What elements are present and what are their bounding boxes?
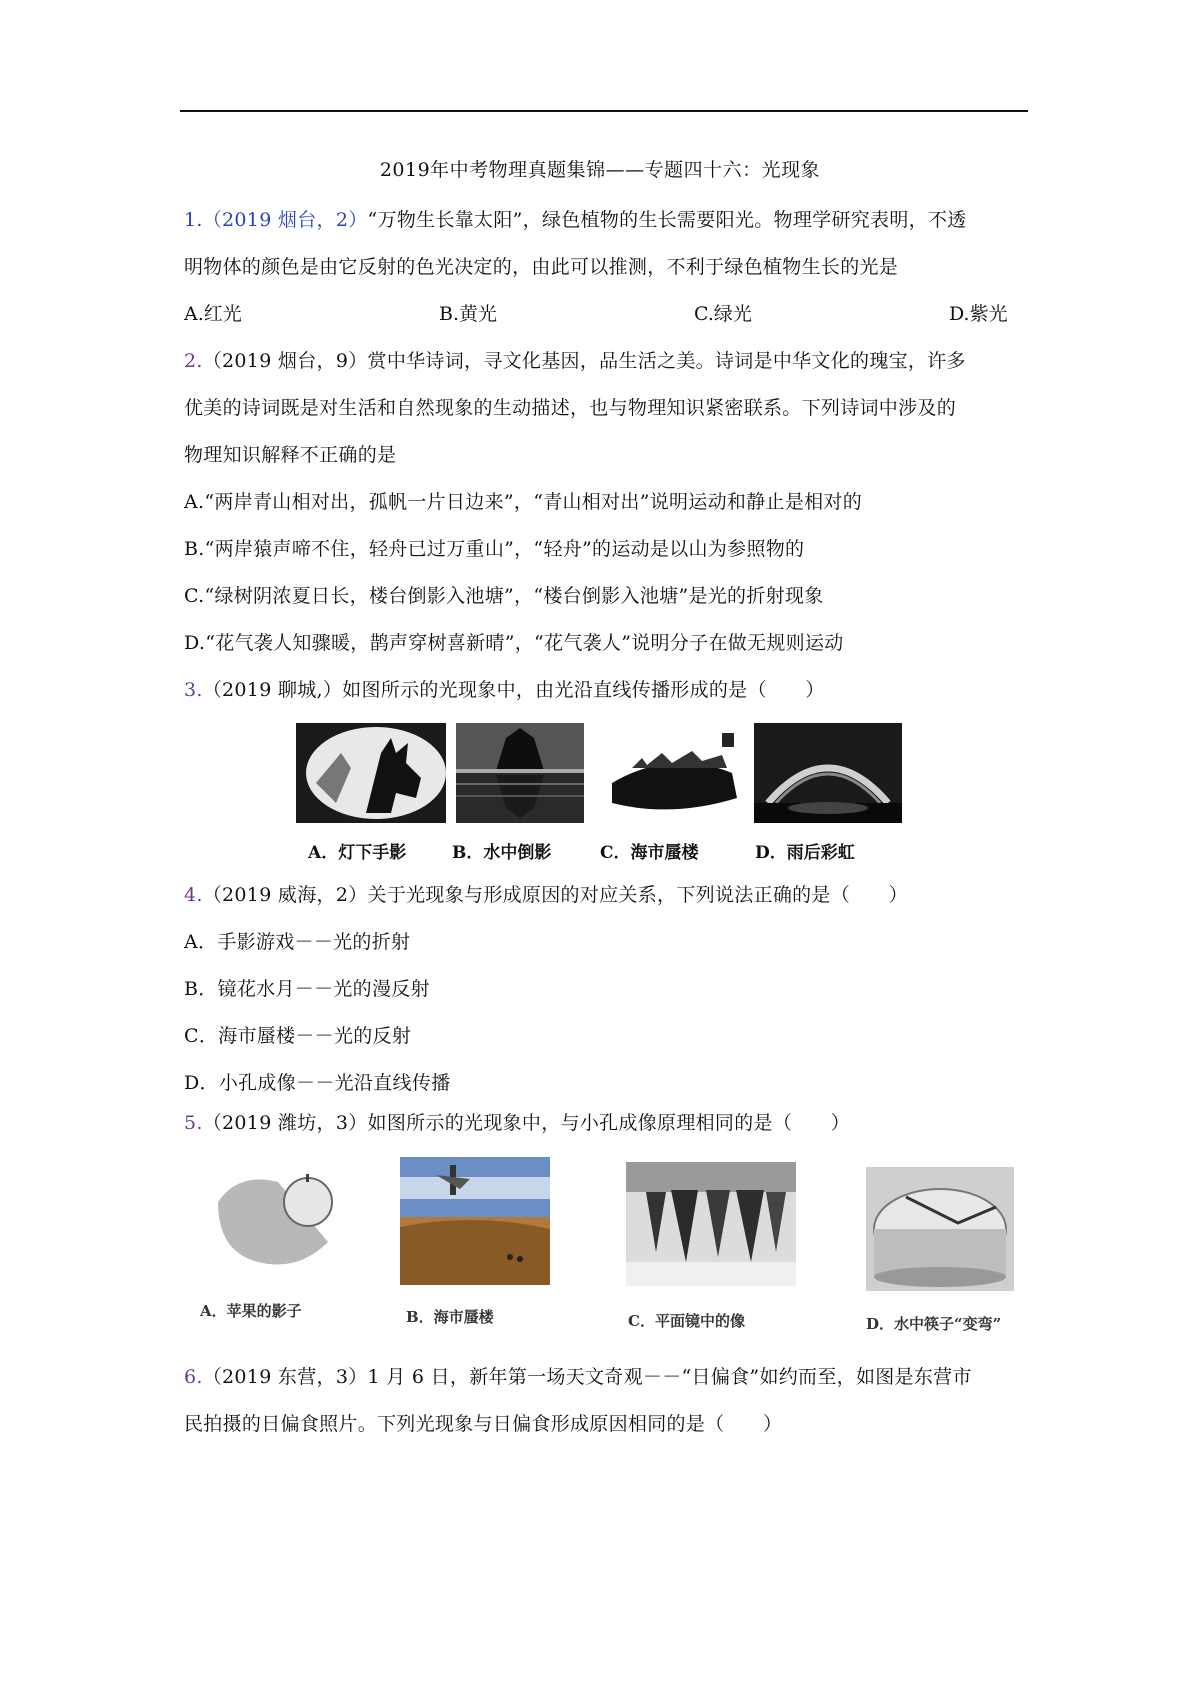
q2-option-c: C.“绿树阴浓夏日长，楼台倒影入池塘”，“楼台倒影入池塘”是光的折射现象 (184, 585, 824, 607)
q5-caption-d: D．水中筷子“变弯” (866, 1315, 1002, 1333)
q5-figure-mirage (400, 1157, 550, 1285)
q3-caption-a: A．灯下手影 (308, 843, 407, 863)
q3-caption-b: B．水中倒影 (452, 843, 552, 863)
q1-option-a: A.红光 (184, 303, 242, 325)
q1-option-c: C.绿光 (694, 303, 752, 325)
q3-figure-rainbow (754, 723, 902, 823)
q2-option-b: B.“两岸猿声啼不住，轻舟已过万重山”，“轻舟”的运动是以山为参照物的 (184, 538, 805, 560)
q3-line1: 3.（2019 聊城,）如图所示的光现象中，由光沿直线传播形成的是（ ） (184, 679, 825, 701)
q5-caption-c: C．平面镜中的像 (628, 1312, 745, 1330)
q6-line2: 民拍摄的日偏食照片。下列光现象与日偏食形成原因相同的是（ ） (184, 1413, 783, 1435)
q4-number: 4. (184, 884, 203, 906)
q1-line1: 1.（2019 烟台，2）“万物生长靠太阳”，绿色植物的生长需要阳光。物理学研究表明，不透 (184, 209, 967, 231)
q1-option-b: B.黄光 (439, 303, 498, 325)
q6-line1: 6.（2019 东营，3）1 月 6 日，新年第一场天文奇观－－“日偏食”如约而至，如图是东营市 (184, 1366, 972, 1388)
header-rule (180, 110, 1028, 112)
q3-number: 3. (184, 679, 203, 701)
q4-option-c: C．海市蜃楼－－光的反射 (184, 1025, 412, 1047)
q4-option-d: D．小孔成像－－光沿直线传播 (184, 1072, 451, 1094)
q4-option-b: B．镜花水月－－光的漫反射 (184, 978, 430, 1000)
q3-figure-water-reflection (456, 723, 584, 823)
q2-option-a: A.“两岸青山相对出，孤帆一片日边来”，“青山相对出”说明运动和静止是相对的 (184, 491, 863, 513)
q1-line2: 明物体的颜色是由它反射的色光决定的，由此可以推测，不利于绿色植物生长的光是 (184, 256, 899, 278)
q3-caption-d: D．雨后彩虹 (755, 843, 855, 863)
q1-option-d: D.紫光 (949, 303, 1008, 325)
q5-figure-apple-shadow (198, 1162, 346, 1282)
q4-line1: 4.（2019 威海，2）关于光现象与形成原因的对应关系，下列说法正确的是（ ） (184, 884, 908, 906)
q3-figure-mirage (602, 723, 742, 823)
q5-figure-mirror-image (626, 1162, 796, 1286)
q2-line3: 物理知识解释不正确的是 (184, 444, 397, 466)
q5-caption-b: B．海市蜃楼 (406, 1308, 494, 1326)
q5-line1: 5.（2019 潍坊，3）如图所示的光现象中，与小孔成像原理相同的是（ ） (184, 1112, 851, 1134)
q4-option-a: A．手影游戏－－光的折射 (184, 931, 411, 953)
q2-option-d: D.“花气袭人知骤暖，鹊声穿树喜新晴”，“花气袭人”说明分子在做无规则运动 (184, 632, 844, 654)
q3-figure-hand-shadow (296, 723, 446, 823)
q3-caption-c: C．海市蜃楼 (600, 843, 699, 863)
q6-number: 6. (184, 1366, 203, 1388)
q5-number: 5. (184, 1112, 203, 1134)
q5-figure-bent-chopsticks (866, 1167, 1014, 1291)
q2-line1: 2.（2019 烟台，9）赏中华诗词，寻文化基因，品生活之美。诗词是中华文化的瑰宝，许多 (184, 350, 966, 372)
q2-line2: 优美的诗词既是对生活和自然现象的生动描述，也与物理知识紧密联系。下列诗词中涉及的 (184, 397, 957, 419)
q2-number: 2. (184, 350, 203, 372)
q1-number: 1. (184, 209, 203, 231)
q1-source: （2019 烟台，2） (202, 209, 368, 231)
page-title: 2019年中考物理真题集锦——专题四十六：光现象 (379, 159, 821, 181)
q5-caption-a: A．苹果的影子 (200, 1302, 302, 1320)
